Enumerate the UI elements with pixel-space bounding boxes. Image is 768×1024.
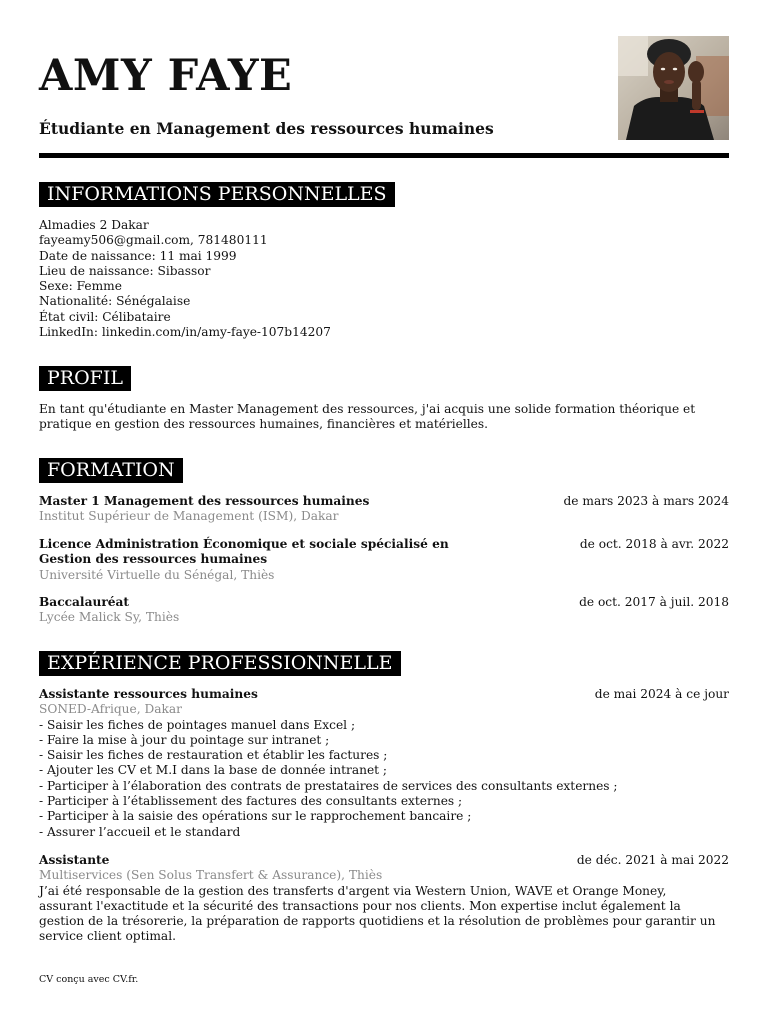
education-institution: Université Virtuelle du Sénégal, Thiès — [39, 567, 275, 582]
education-entry — [39, 537, 729, 583]
job-title: Assistante ressources humaines — [39, 687, 258, 701]
section-title-experience: EXPÉRIENCE PROFESSIONNELLE — [39, 651, 401, 676]
job-description: J’ai été responsable de la gestion des transferts d'argent via Western Union, WAVE et Orange Money, — [39, 883, 667, 898]
civil-status-text: État civil: Célibataire — [39, 309, 171, 324]
profile-line: pratique en gestion des ressources humaines, financières et matérielles. — [39, 417, 489, 432]
education-institution: Institut Supérieur de Management (ISM), Dakar — [39, 509, 339, 524]
linkedin-text: LinkedIn: linkedin.com/in/amy-faye-107b14207 — [39, 325, 331, 340]
job-task: - Participer à l’établissement des factures des consultants externes ; — [39, 794, 463, 809]
education-title: Gestion des ressources humaines — [39, 552, 268, 567]
profile-summary — [39, 402, 729, 433]
experience-entry — [39, 853, 729, 945]
personal-info-block — [39, 218, 729, 340]
address-text: Almadies 2 Dakar — [39, 218, 149, 232]
job-task: - Saisir les fiches de pointages manuel dans Excel ; — [39, 717, 356, 732]
profile-photo — [618, 36, 729, 140]
birth-date-text: Date de naissance: 11 mai 1999 — [39, 248, 237, 263]
job-date: de déc. 2021 à mai 2022 — [576, 853, 729, 867]
job-date: de mai 2024 à ce jour — [594, 687, 729, 701]
profile-line: En tant qu'étudiante en Master Management des ressources, j'ai acquis une solide formation théorique et — [39, 402, 696, 416]
footer-credit: CV conçu avec CV.fr. — [39, 974, 139, 985]
job-task: - Saisir les fiches de restauration et établir les factures ; — [39, 748, 388, 763]
contact-text: fayeamy506@gmail.com, 781480111 — [39, 233, 268, 248]
header-divider — [39, 153, 729, 158]
experience-entry — [39, 687, 729, 840]
candidate-subtitle: Étudiante en Management des ressources humaines — [39, 119, 494, 138]
education-title: Master 1 Management des ressources humaines — [39, 494, 370, 508]
education-institution: Lycée Malick Sy, Thiès — [39, 610, 180, 625]
education-entry — [39, 595, 729, 626]
education-title: Licence Administration Économique et sociale spécialisé en — [39, 537, 449, 551]
section-title-education: FORMATION — [39, 458, 183, 483]
job-task: - Participer à l’élaboration des contrats de prestataires de services des consultants externes ; — [39, 778, 618, 793]
education-date: de mars 2023 à mars 2024 — [563, 494, 729, 508]
education-date: de oct. 2017 à juil. 2018 — [579, 595, 729, 609]
job-title: Assistante — [39, 853, 110, 867]
job-task: - Ajouter les CV et M.I dans la base de donnée intranet ; — [39, 763, 388, 778]
job-task: - Assurer l’accueil et le standard — [39, 824, 241, 839]
job-task: - Participer à la saisie des opérations sur le rapprochement bancaire ; — [39, 809, 472, 824]
job-description: gestion de la trésorerie, la préparation de rapports quotidiens et la résolution de problèmes pour garantir un — [39, 914, 716, 929]
birth-place-text: Lieu de naissance: Sibassor — [39, 263, 211, 278]
section-title-profile: PROFIL — [39, 366, 131, 391]
job-description: assurant l'exactitude et la sécurité des transactions pour nos clients. Mon expertise inclut également la — [39, 898, 681, 913]
education-entry — [39, 494, 729, 525]
job-description: service client optimal. — [39, 929, 176, 944]
education-title: Baccalauréat — [39, 595, 130, 609]
job-employer: SONED-Afrique, Dakar — [39, 702, 182, 717]
candidate-name: AMY FAYE — [39, 51, 293, 101]
education-date: de oct. 2018 à avr. 2022 — [579, 537, 729, 551]
job-task: - Faire la mise à jour du pointage sur intranet ; — [39, 732, 330, 747]
section-title-personal-info: INFORMATIONS PERSONNELLES — [39, 182, 395, 207]
nationality-text: Nationalité: Sénégalaise — [39, 294, 191, 309]
job-employer: Multiservices (Sen Solus Transfert & Assurance), Thiès — [39, 868, 383, 883]
gender-text: Sexe: Femme — [39, 279, 122, 294]
